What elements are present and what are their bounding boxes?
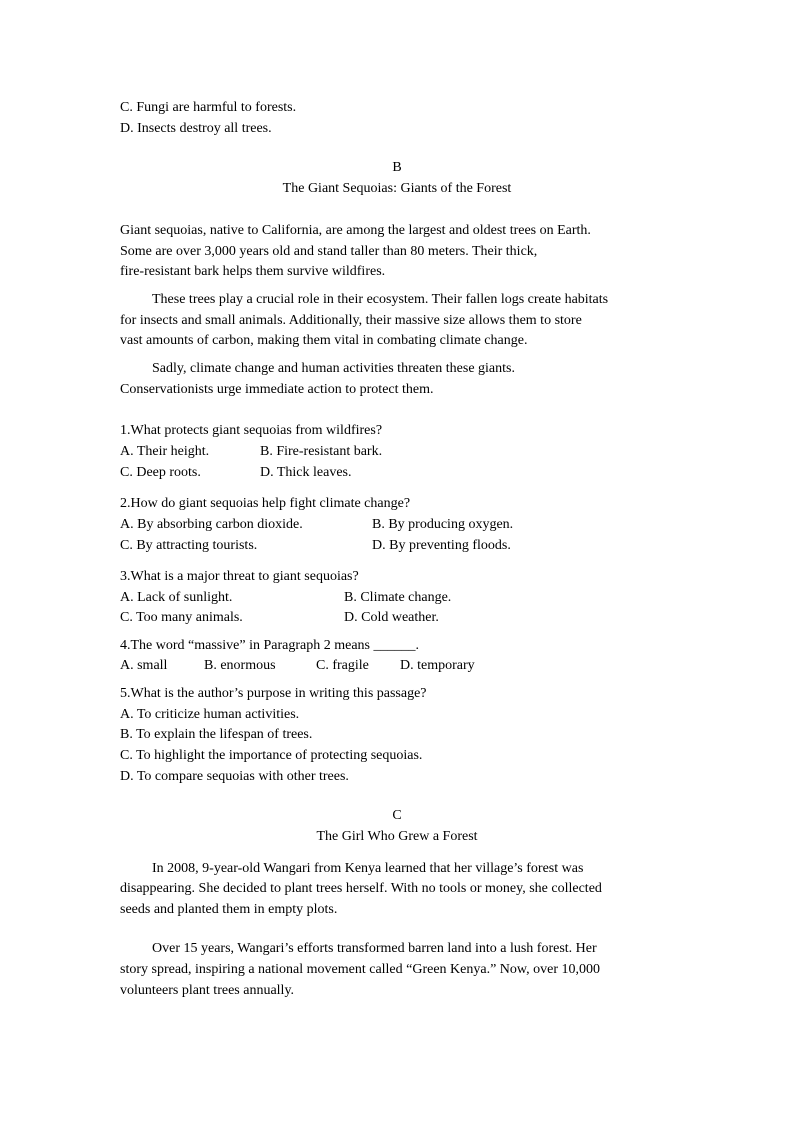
c-p1-line: In 2008, 9-year-old Wangari from Kenya learned that her village’s forest was [152, 861, 584, 876]
b-p1-line: Some are over 3,000 years old and stand taller than 80 meters. Their thick, [120, 244, 538, 259]
b-p1-line: fire-resistant bark helps them survive wildfires. [120, 264, 386, 279]
q2-option-a: A. By absorbing carbon dioxide. [120, 517, 303, 532]
c-p1-line: disappearing. She decided to plant trees herself. With no tools or money, she collected [120, 881, 602, 896]
question-2-stem: 2.How do giant sequoias help fight climate change? [120, 496, 411, 511]
q1-option-a: A. Their height. [120, 444, 210, 459]
q2-option-b: B. By producing oxygen. [372, 517, 514, 532]
c-p1-line: seeds and planted them in empty plots. [120, 902, 338, 917]
section-b-letter: B [392, 160, 402, 175]
q5-option-d: D. To compare sequoias with other trees. [120, 769, 349, 784]
q5-option-c: C. To highlight the importance of protecting sequoias. [120, 748, 423, 763]
q4-option-d: D. temporary [400, 658, 475, 673]
q3-option-c: C. Too many animals. [120, 610, 243, 625]
prev-option-d: D. Insects destroy all trees. [120, 121, 272, 136]
b-p2-line: vast amounts of carbon, making them vital in combating climate change. [120, 333, 528, 348]
b-p2-line: These trees play a crucial role in their ecosystem. Their fallen logs create habitats [152, 292, 609, 307]
q4-option-b: B. enormous [204, 658, 276, 673]
q2-option-c: C. By attracting tourists. [120, 538, 258, 553]
q4-option-a: A. small [120, 658, 168, 673]
q2-option-d: D. By preventing floods. [372, 538, 511, 553]
q1-option-c: C. Deep roots. [120, 465, 201, 480]
c-p2-line: story spread, inspiring a national movement called “Green Kenya.” Now, over 10,000 [120, 962, 600, 977]
c-p2-line: Over 15 years, Wangari’s efforts transformed barren land into a lush forest. Her [152, 941, 597, 956]
prev-option-c: C. Fungi are harmful to forests. [120, 100, 297, 115]
b-p3-line: Sadly, climate change and human activities threaten these giants. [152, 361, 515, 376]
q1-option-d: D. Thick leaves. [260, 465, 352, 480]
section-c-title: The Girl Who Grew a Forest [316, 829, 478, 844]
question-4-stem: 4.The word “massive” in Paragraph 2 means ______. [120, 638, 419, 653]
section-b-title: The Giant Sequoias: Giants of the Forest [282, 181, 512, 196]
q3-option-d: D. Cold weather. [344, 610, 439, 625]
b-p3-line: Conservationists urge immediate action to protect them. [120, 382, 434, 397]
c-p2-line: volunteers plant trees annually. [120, 983, 295, 998]
q4-option-c: C. fragile [316, 658, 369, 673]
b-p1-line: Giant sequoias, native to California, are among the largest and oldest trees on Earth. [120, 223, 591, 238]
q5-option-b: B. To explain the lifespan of trees. [120, 727, 313, 742]
section-c-letter: C [392, 808, 402, 823]
question-1-stem: 1.What protects giant sequoias from wildfires? [120, 423, 383, 438]
question-3-stem: 3.What is a major threat to giant sequoias? [120, 569, 359, 584]
q3-option-a: A. Lack of sunlight. [120, 590, 233, 605]
q1-option-b: B. Fire-resistant bark. [260, 444, 383, 459]
q3-option-b: B. Climate change. [344, 590, 452, 605]
question-5-stem: 5.What is the author’s purpose in writing this passage? [120, 686, 427, 701]
b-p2-line: for insects and small animals. Additionally, their massive size allows them to store [120, 313, 582, 328]
q5-option-a: A. To criticize human activities. [120, 707, 300, 722]
